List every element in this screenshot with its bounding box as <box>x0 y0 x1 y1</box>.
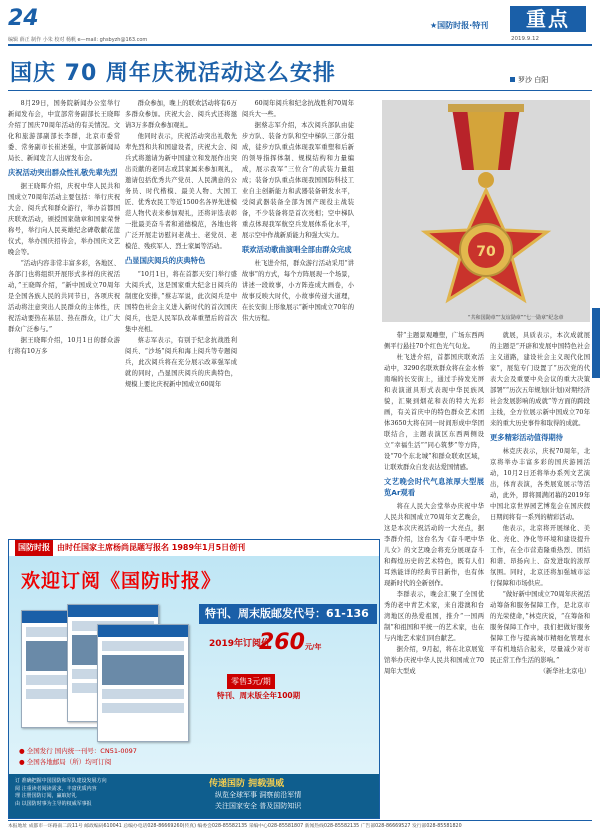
issue-date: 2019.9.12 <box>511 36 539 42</box>
editors-line: 编辑 薛正 制作 小朱 校对 杨帆 e—mail: ghsbyzh@163.com <box>8 37 148 43</box>
ad-body <box>9 556 380 819</box>
paragraph: 60周年阅兵和纪念抗战胜利70周年阅兵大一些。 <box>242 100 354 118</box>
paragraph: 将在人民大会堂举办庆祝中华人民共和国成立70周年文艺晚会，这是本次庆祝活动的一大亮点，据李群介绍，这台名为《奋斗吧中华儿女》的文艺晚会将充分展现奋斗和辉煌历史的艺术特色，既有人们耳熟能详的经典节目新作，也有体现新时代的全新创作。 <box>384 503 484 587</box>
headline: 国庆 70 周年庆祝活动这么安排 <box>10 61 336 86</box>
side-tab <box>592 308 600 378</box>
ad-feature-item: 由 以国防时事为主导的权威军事报 <box>15 800 92 807</box>
ad-top-line: 由时任国家主席杨尚昆题写报名 1989年1月5日创刊 <box>57 543 246 552</box>
subheading: 庆祝活动突出群众性礼敬先辈先烈 <box>8 168 118 177</box>
svg-text:70: 70 <box>476 244 496 260</box>
photo-caption: “共和国勋章”“友谊勋章”“七一勋章”纪念章 <box>468 315 564 321</box>
article-column-2 <box>125 98 237 538</box>
subheading: 联欢活动歌曲演唱全部由群众完成 <box>242 245 352 254</box>
ad-slogan-line: 纵览全球军事 洞察前沿军情 <box>215 791 302 799</box>
ad-issue-count: 特刊、周末版全年100期 <box>217 691 301 700</box>
paragraph: 李群表示，晚会汇聚了全国优秀的老中青艺术家，来自港澳和台湾地区的热爱祖国，推介“一国两制”和祖国和平统一的艺术家，也在与内地艺术家们同台献艺。 <box>384 591 484 642</box>
medal-illustration <box>382 100 590 322</box>
subheading: 更多精彩活动值得期待 <box>490 433 563 442</box>
paragraph: 据王晓晖介绍，10月1日的群众游行将有10万多 <box>8 337 120 355</box>
byline <box>510 75 548 85</box>
paragraph: 他同时表示，庆祝活动突出礼敬先辈先烈和共和国建设者，庆祝大会、阅兵式将邀请为新中国建立和发展作出突出贡献的老同志或其家属来参加观礼，邀请包括优秀共产党员、人民满意的公务员、时代楷模、最美人物、大国工匠、优秀农民工等近1500名各界先进模范人物代表来参加观礼，还将评选表彰一批最美奋斗者和道德模范，各地也将广泛开展走访慰问老战士、老党员、老模范、残疾军人、烈士家属等活动。 <box>125 133 237 250</box>
ad-price-value: 260 <box>259 630 305 655</box>
paragraph: 群众参加，晚上的联欢活动将有6万多群众参加。庆祝大会、阅兵式还将邀请3万多群众参加观礼。 <box>125 100 237 129</box>
article-column-3 <box>242 98 354 538</box>
ad-feature-item: 订 准确把握中国国防和军队建设发展方向 <box>15 778 107 784</box>
paragraph: 就展，具质表示，本次成就展的主题是“开辟和发展中国特色社会主义道路，建设社会主义现代化国家”，展览专门设置了“历次党的代表大会及重要中央会议的重大决策部署”“历次五年规划(计划)对期经济社会发展影响的成就”等方面的跨段主线，全方位展示新中国成立70年来的重大历史事件和取得的成就。 <box>490 332 590 427</box>
article-column-4 <box>384 330 484 820</box>
subscription-ad <box>8 539 380 819</box>
byline-authors: 罗沙 白阳 <box>518 76 549 84</box>
source-credit: （新华社北京电） <box>539 668 590 675</box>
paragraph: 蔡志军表示，有别于纪念抗战胜利阅兵、“沙场”阅兵和海上阅兵等专题阅兵，此次阅兵将在充分展示改革强军成就的同时，凸显国庆阅兵的庆典特色，规模上要比庆祝新中国成立60周年 <box>125 337 237 388</box>
article-column-1 <box>8 98 120 538</box>
ad-feature-item: 阅 注重读者阅读需求，丰富优质内容 <box>15 785 97 792</box>
section-badge: 重点 <box>510 6 586 32</box>
paragraph: 杜飞进介绍，首都国庆联欢活动中，3290名联欢群众将在金水桥南端的长安街上，通过手持发光屏和表演道具形式表现中华民族风貌，汇聚到烟花和表的特大光彩画，有关首庆中的特色群众艺术团体3650大将在同一时间形成中华团联结合，主题表演区东西两侧设立“幸福生活”“同心筑梦”等方阵，设“70个东北城”和群众联欢区域，让联欢群众自发表达爱国情感。 <box>384 354 484 471</box>
ad-price <box>259 630 322 655</box>
paragraph: 林克庆表示，庆祝70周年，北京将举办丰富多彩的国庆游园活动，10月2日还将举办系列文艺演出，体育表演，各类展览展示等活动，此外，即将圆满闭幕的2019年中国北京世界园艺博览会在国庆假日期间将有一系列的精彩活动。 <box>490 448 590 521</box>
subheading: 文艺晚会时代气息浓厚大型展览Ar观看 <box>384 477 484 497</box>
ad-slogan: 传递国防 拥载强威 <box>209 779 285 789</box>
ad-retail-price: 零售3元/期 <box>227 674 275 689</box>
newspaper-image <box>97 624 189 742</box>
byline-marker <box>510 77 515 82</box>
article-column-5 <box>490 330 590 820</box>
paragraph: 据王晓晖介绍，庆祝中华人民共和国成立70周年活动主要包括：举行庆祝大会、阅兵式和群众游行，举办首都国庆联欢活动，颁授国家勋章和国家荣誉称号，举行向人民英雄纪念碑敬献花篮仪式，举办国庆招待会，举办国庆文艺晚会等。 <box>8 183 120 256</box>
headline-rule <box>8 90 592 91</box>
ad-price-unit: 元/年 <box>304 643 322 651</box>
ad-info-line: ● 全国发行 国内统一刊号：CN51-0097 <box>19 747 137 755</box>
medal-photo <box>382 100 590 322</box>
ad-info-line: ● 全国各地邮局（所）均可订阅 <box>19 758 112 766</box>
brand-label: ★国防时报·特刊 <box>430 21 489 30</box>
ad-feature-list <box>15 778 107 808</box>
paragraph: 他表示，北京将开展绿化、美化、亮化、净化等环境和建设提升工作，在全市营造隆重热烈、团结和谐、昂扬向上、奋发进取的浓厚氛围。同时，北京还将加强城市运行保障和市场供应。 <box>490 525 590 587</box>
paragraph: 据介绍，9月起，将在北京展览馆举办庆祝中华人民共和国成立70周年大型成 <box>384 646 484 675</box>
ad-tag: 国防时报 <box>15 540 53 556</box>
ad-top-bar <box>9 540 380 556</box>
ad-slogan-line: 关注国家安全 普及国防知识 <box>215 802 302 810</box>
subheading: 凸显国庆阅兵的庆典特色 <box>125 256 206 265</box>
paragraph: “10月1日，将在首都天安门举行盛大阅兵式，这是国家重大纪念日阅兵的制度化安排，”蔡志军说，此次阅兵是中国特色社会主义进入新时代的首次国庆阅兵，也是人民军队改革重塑后的首次集中亮相。 <box>125 271 237 333</box>
page-number: 24 <box>8 6 39 31</box>
header-rule <box>8 44 592 46</box>
paragraph: 8月29日，国务院新闻办公室举行新闻发布会，中宣部常务副部长王晓晖介绍了国庆70周年活动的有关情况。文化和旅游部副部长李群，北京市委常委、常务副市长崔述强，中宣部新闻局局长、新闻发言人出席发布会。 <box>8 100 120 162</box>
ad-title: 欢迎订阅《国防时报》 <box>21 570 222 592</box>
paragraph: 杜飞进介绍，群众游行活动采用“讲故事”的方式，每个方阵展现一个场景，讲述一段故事，小方阵连成大画卷，小故事反映大时代，小故事传递大道理，在长安街上形象展示“新中国成立70年的伟大历程。 <box>242 260 354 322</box>
paragraph: 据蔡志军介绍，本次阅兵部队由徒步方队、装备方队和空中梯队三部分组成，徒步方队重点体现我军重塑和后新的领导指挥体制、规模结构和力量编成，展示我军“三位合”的武装力量组成；装备方队重点体现我国国防科技工业自主创新能力和武器装备研发水平，受阅武器装备全部为国产现役主战装备，不少装备将是首次亮相；空中梯队重点体现我军航空兵发展体系化水平，展示空中作战新质能力和强大实力。 <box>242 122 354 239</box>
paragraph: “活动内容非常丰富多彩，各地区、各部门也将组织开展形式多样的庆祝活动，”王晓晖介绍，“新中国成立70周年是全国各族人民的共同节日，各项庆祝活动将注意突出人民群众的主体性，庆祝活动要热在基层、热在群众，让广大群众广泛参与。” <box>8 260 120 333</box>
ad-info <box>19 746 137 768</box>
footer-contact: 本报地址 成都市一环路南二段11号 邮政编码610041 总编办电话028-86669260(传真) 编委会028-85582135 采编中心028-85581807 新闻热线028-85582135 广告部028-86669527 发行部028-85581820 <box>8 820 592 829</box>
paragraph: “做好新中国成立70周年庆祝活动筹备和服务保障工作，是北京市的光荣使命，”林克庆说，“在筹备和服务保障工作中，我们把做好服务保障工作与提高城市精细化管理水平有机地结合起来，尽量减少对市民正常工作生活的影响。” <box>490 591 590 664</box>
ad-postal-code: 特刊、周末版邮发代号：61-136 <box>199 604 377 624</box>
ad-feature-item: 理 注册国防订阅，赢取好礼 <box>15 793 77 800</box>
ad-bottom-band <box>9 774 380 819</box>
paragraph: 带“主题景观雕塑，广场东西两侧平行悬挂70个红色光气旬龙。 <box>384 332 484 350</box>
ad-year-label: 2019年订阅价 <box>209 639 271 649</box>
ad-newspaper-images <box>21 604 191 744</box>
